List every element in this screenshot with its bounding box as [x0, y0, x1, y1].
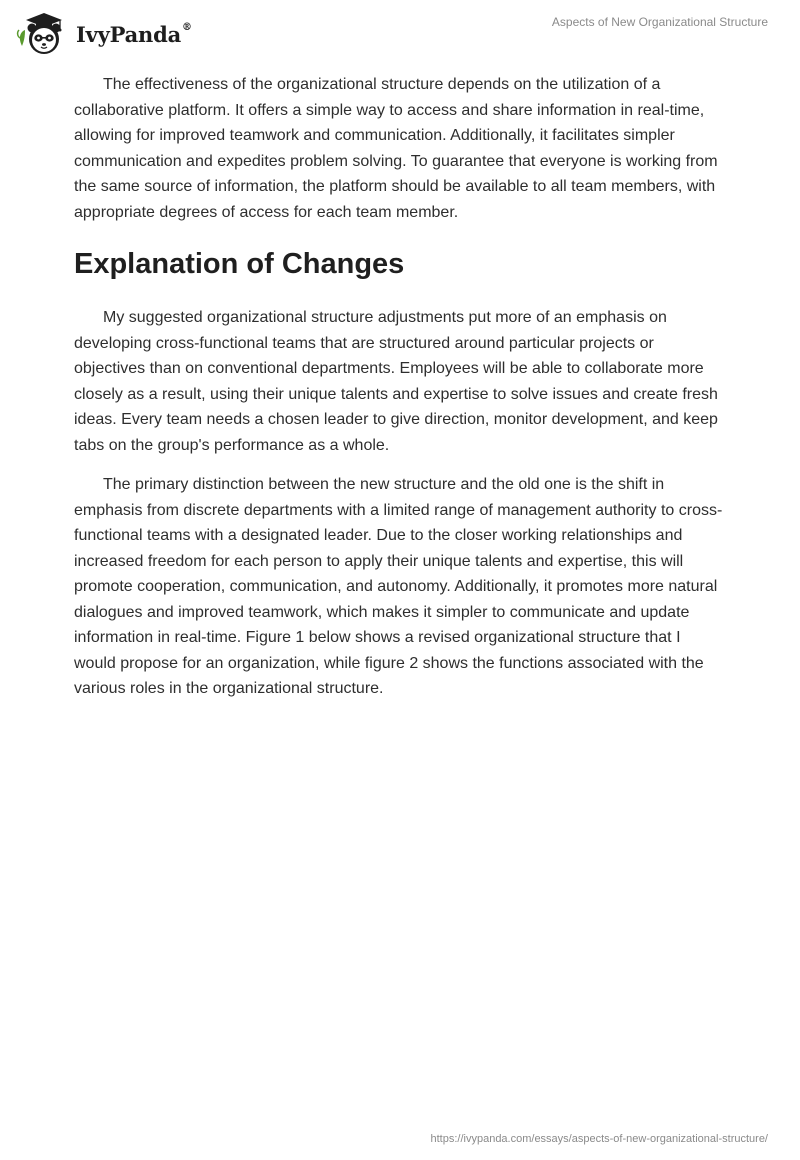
- brand-logo[interactable]: [16, 8, 192, 58]
- section-heading: Explanation of Changes: [74, 248, 405, 280]
- body-paragraph-2: My suggested organizational structure adjustments put more of an emphasis on developing cross-functional teams that are structured around particular projects or objectives than on conventional departments. Employees will be able to collaborate more closely as a result, using their unique talents and expertise to solve issues and create fresh ideas. Every team needs a chosen leader to give direction, monitor development, and keep tabs on the group's performance as a whole.: [74, 309, 718, 454]
- panda-logo-icon: [16, 8, 68, 58]
- body-paragraph-1: The effectiveness of the organizational structure depends on the utilization of a collaborative platform. It offers a simple way to access and share information in real-time, allowing for improved teamwork and communication. Additionally, it facilitates simpler communication and expedites problem solving. To guarantee that everyone is working from the same source of information, the platform should be available to all team members, with appropriate degrees of access for each team member.: [74, 76, 718, 221]
- document-title: Aspects of New Organizational Structure: [551, 15, 768, 29]
- body-paragraph-3: The primary distinction between the new structure and the old one is the shift in emphasis from discrete departments with a limited range of management authority to cross-functional teams with a designated leader. Due to the closer working relationships and increased freedom for each person to apply their unique talents and expertise, this will promote cooperation, communication, and autonomy. Additionally, it promotes more natural dialogues and improved teamwork, which makes it simpler to communicate and update information in real-time. Figure 1 below shows a revised organizational structure that I would propose for an organization, while figure 2 shows the functions associated with the various roles in the organizational structure.: [74, 476, 723, 697]
- article-body: [74, 72, 726, 716]
- brand-name: IvyPanda®: [76, 21, 192, 47]
- source-url-link[interactable]: https://ivypanda.com/essays/aspects-of-new-organizational-structure/: [430, 1133, 768, 1145]
- page-header: [0, 0, 800, 70]
